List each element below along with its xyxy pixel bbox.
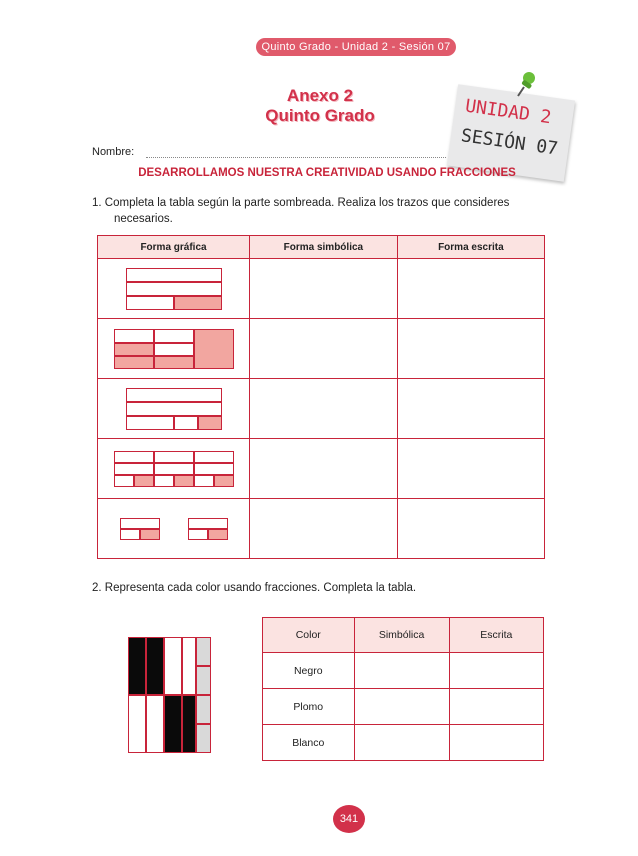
color-grid-figure (128, 637, 211, 753)
answer-written[interactable] (397, 499, 544, 559)
answer-symbolic[interactable] (250, 319, 398, 379)
question-1-line1: 1. Completa la tabla según la parte sombreada. Realiza los trazos que consideres (92, 197, 510, 209)
pushpin-icon (512, 70, 542, 100)
color-label-blanco: Blanco (263, 725, 355, 761)
question-1 (92, 195, 562, 227)
figure-cell (98, 259, 250, 319)
answer-written[interactable] (397, 439, 544, 499)
answer-symbolic[interactable] (250, 439, 398, 499)
table-row (98, 439, 545, 499)
fraction-figure-1 (126, 268, 222, 310)
table-row (98, 499, 545, 559)
figure-cell (98, 319, 250, 379)
color-fractions-table (262, 617, 544, 761)
answer-symbolic[interactable] (250, 499, 398, 559)
answer-symbolic[interactable] (250, 259, 398, 319)
figure-cell (98, 379, 250, 439)
name-label: Nombre: (92, 146, 135, 158)
worksheet-title: DESARROLLAMOS NUESTRA CREATIVIDAD USANDO FRACCIONES (138, 167, 516, 179)
color-label-plomo: Plomo (263, 689, 355, 725)
answer-written[interactable] (397, 259, 544, 319)
sticker-session: SESIÓN 07 (459, 125, 560, 160)
sticker-unit: UNIDAD 2 (463, 95, 553, 129)
answer-symbolic[interactable] (354, 689, 449, 725)
answer-written[interactable] (449, 725, 543, 761)
fraction-figure-3 (126, 388, 222, 430)
name-field[interactable] (146, 157, 446, 158)
answer-written[interactable] (397, 319, 544, 379)
fraction-figure-5 (120, 518, 228, 540)
table-row (98, 379, 545, 439)
col-forma-simbolica: Forma simbólica (250, 236, 398, 259)
fraction-figure-4 (114, 451, 234, 487)
col-simbolica: Simbólica (354, 618, 449, 653)
col-forma-grafica: Forma gráfica (98, 236, 250, 259)
figure-cell (98, 499, 250, 559)
table-row (98, 259, 545, 319)
answer-written[interactable] (397, 379, 544, 439)
answer-symbolic[interactable] (354, 653, 449, 689)
col-color: Color (263, 618, 355, 653)
fraction-figure-2 (114, 329, 234, 369)
question-2: 2. Representa cada color usando fracciones. Completa la tabla. (92, 582, 417, 594)
header-banner: Quinto Grado - Unidad 2 - Sesión 07 (256, 38, 456, 56)
color-label-negro: Negro (263, 653, 355, 689)
annex-title: Anexo 2 (286, 86, 354, 105)
answer-symbolic[interactable] (250, 379, 398, 439)
fractions-table (97, 235, 545, 559)
answer-written[interactable] (449, 653, 543, 689)
table-row (263, 689, 544, 725)
col-escrita: Escrita (449, 618, 543, 653)
table-row (98, 319, 545, 379)
table-row (263, 725, 544, 761)
question-1-line2: necesarios. (114, 213, 173, 225)
figure-cell (98, 439, 250, 499)
answer-written[interactable] (449, 689, 543, 725)
col-forma-escrita: Forma escrita (397, 236, 544, 259)
answer-symbolic[interactable] (354, 725, 449, 761)
table-row (263, 653, 544, 689)
annex-grade: Quinto Grado (265, 106, 375, 125)
page-number: 341 (333, 805, 365, 833)
